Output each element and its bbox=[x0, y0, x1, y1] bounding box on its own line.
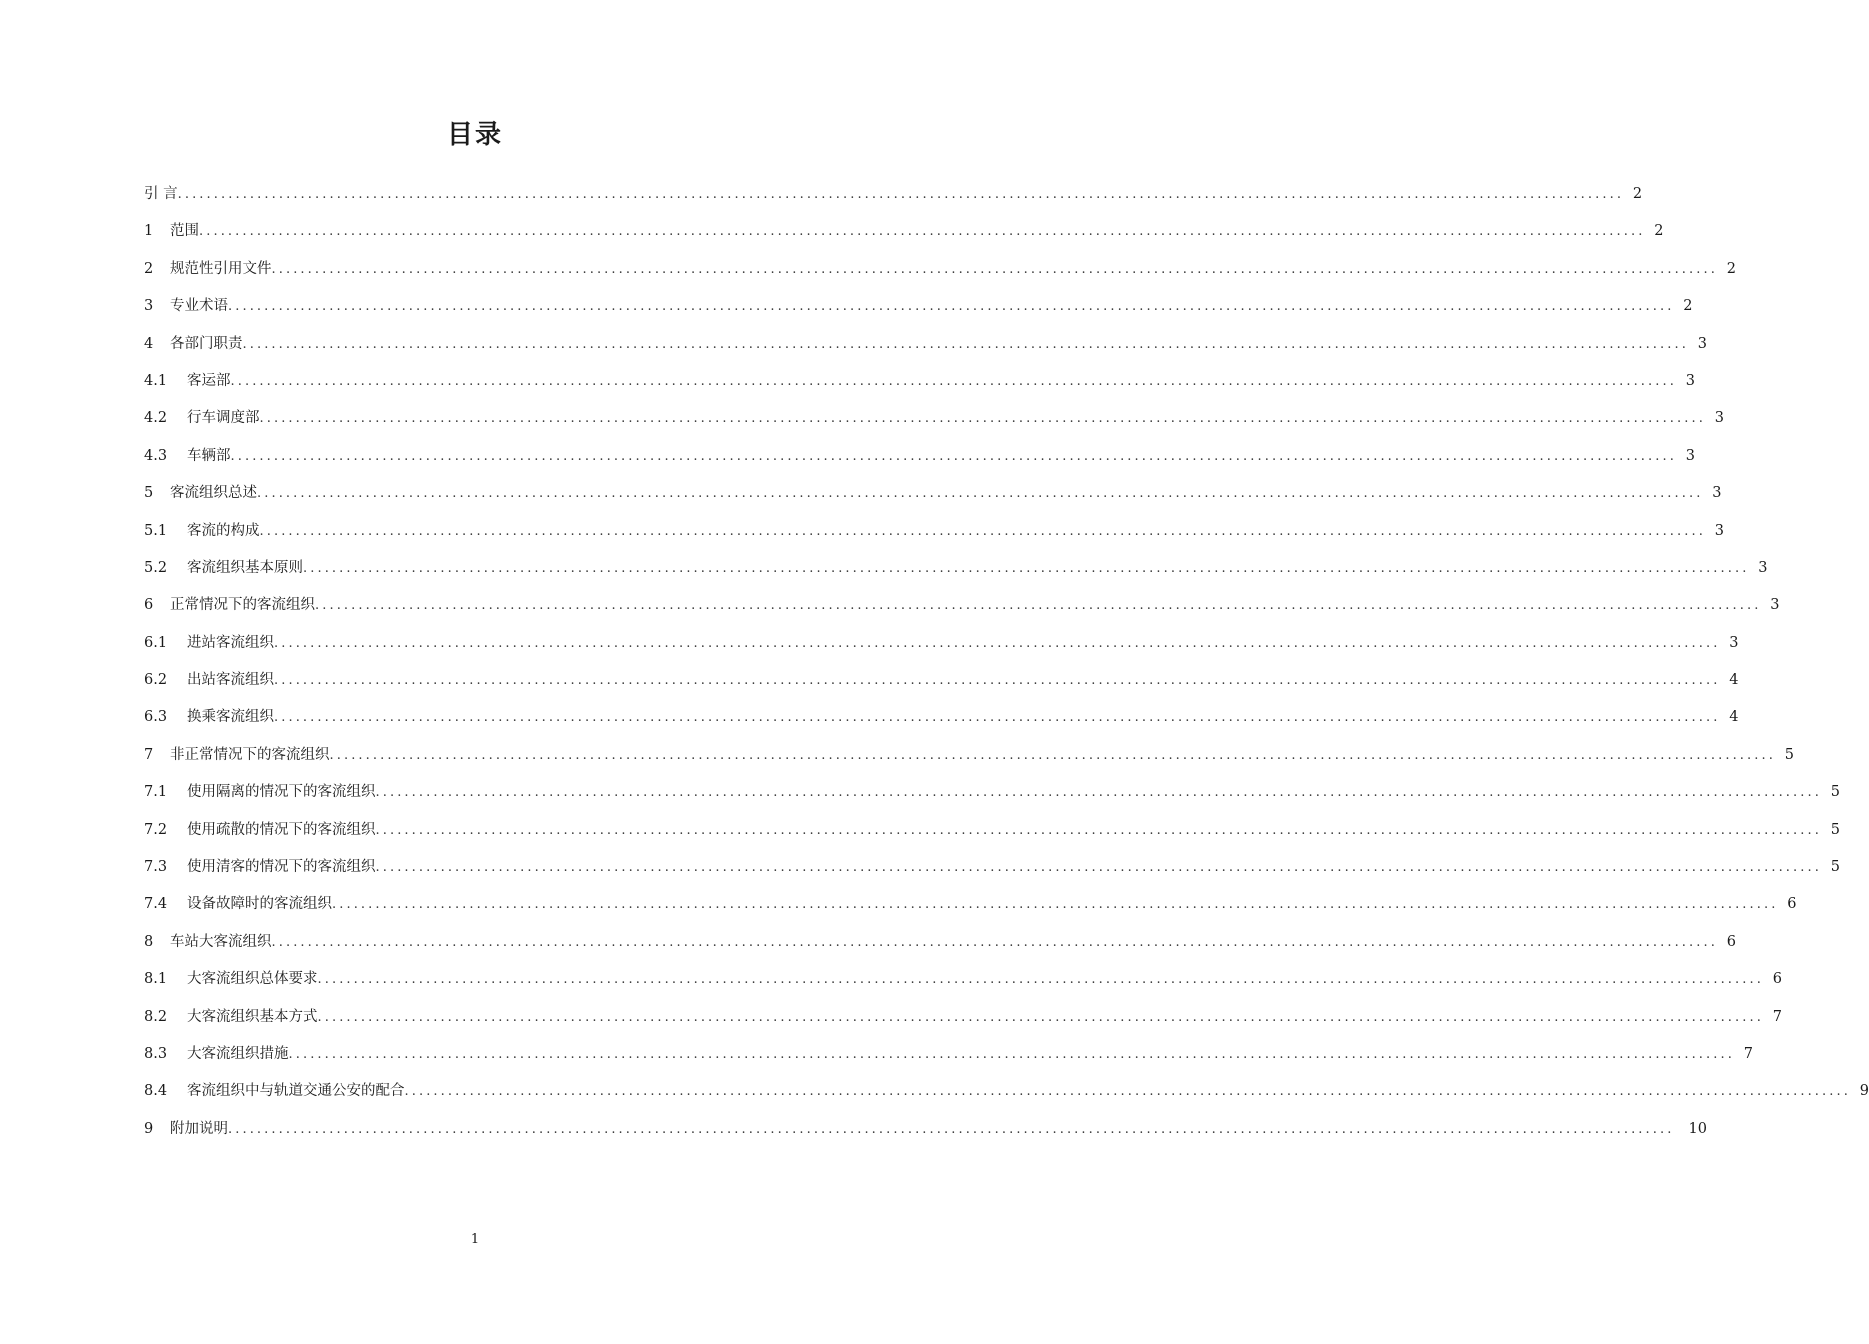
toc-leader-dots: ........................................................................................................................................................................................................ bbox=[375, 822, 1822, 838]
toc-entry-number: 5.2 bbox=[144, 559, 168, 576]
toc-leader-dots: ........................................................................................................................................................................................................ bbox=[274, 673, 1721, 689]
toc-entry-page: 9 bbox=[1859, 1083, 1869, 1100]
toc-entry[interactable] bbox=[144, 519, 1724, 556]
toc-entry[interactable] bbox=[144, 892, 1797, 929]
toc-entry-number: 7.4 bbox=[144, 896, 168, 913]
toc-entry-number: 7.2 bbox=[144, 821, 168, 838]
toc-entry[interactable] bbox=[144, 406, 1724, 443]
toc-entry-page: 2 bbox=[1632, 186, 1643, 202]
toc-entry-page: 3 bbox=[1697, 335, 1707, 352]
toc-entry-page: 4 bbox=[1729, 709, 1739, 726]
toc-entry[interactable] bbox=[144, 668, 1739, 705]
toc-entry-title: 附加说明 bbox=[170, 1120, 228, 1137]
toc-entry-page: 7 bbox=[1772, 1008, 1782, 1025]
toc-entry-number: 5.1 bbox=[144, 522, 168, 539]
toc-entry-title: 非正常情况下的客流组织 bbox=[170, 746, 330, 763]
toc-entry-page: 2 bbox=[1726, 260, 1736, 277]
toc-entry[interactable] bbox=[144, 1079, 1869, 1116]
toc-leader-dots: ........................................................................................................................................................................................................ bbox=[303, 560, 1750, 576]
toc-leader-dots: ........................................................................................................................................................................................................ bbox=[317, 972, 1764, 988]
toc-entry-number: 6.2 bbox=[144, 672, 168, 689]
toc-entry-page: 6 bbox=[1772, 971, 1782, 988]
toc-entry[interactable] bbox=[144, 182, 1643, 219]
toc-entry-number: 4.1 bbox=[144, 372, 168, 389]
toc-entry-title: 设备故障时的客流组织 bbox=[187, 896, 332, 913]
toc-entry[interactable] bbox=[144, 444, 1695, 481]
toc-entry-title: 使用清客的情况下的客流组织 bbox=[187, 859, 376, 876]
toc-entry-title: 客流的构成 bbox=[187, 522, 260, 539]
toc-entry-page: 5 bbox=[1830, 784, 1840, 801]
toc-entry-page: 10 bbox=[1688, 1120, 1707, 1137]
toc-entry-page: 7 bbox=[1743, 1045, 1753, 1062]
toc-leader-dots: ........................................................................................................................................................................................................ bbox=[271, 261, 1718, 277]
toc-entry-number: 4.3 bbox=[144, 447, 168, 464]
toc-entry-title: 使用隔离的情况下的客流组织 bbox=[187, 784, 376, 801]
toc-leader-dots: ........................................................................................................................................................................................................ bbox=[274, 710, 1721, 726]
toc-entry-number: 1 bbox=[144, 223, 154, 240]
toc-entry-number: 8.1 bbox=[144, 971, 168, 988]
toc-entry-number: 引 言 bbox=[144, 186, 178, 202]
table-of-contents bbox=[144, 182, 1869, 1154]
toc-entry[interactable] bbox=[144, 1005, 1782, 1042]
toc-entry-title: 车辆部 bbox=[187, 447, 231, 464]
toc-entry-title: 规范性引用文件 bbox=[170, 260, 272, 277]
toc-entry-title: 客流组织总述 bbox=[170, 485, 257, 502]
toc-entry-title: 客运部 bbox=[187, 372, 231, 389]
page-title: 目录 bbox=[446, 120, 503, 150]
toc-leader-dots: ........................................................................................................................................................................................................ bbox=[271, 934, 1718, 950]
toc-entry[interactable] bbox=[144, 855, 1840, 892]
toc-entry-title: 客流组织基本原则 bbox=[187, 559, 303, 576]
toc-entry-number: 6.1 bbox=[144, 634, 168, 651]
toc-entry-number: 8 bbox=[144, 933, 154, 950]
toc-entry[interactable] bbox=[144, 705, 1739, 742]
toc-entry-number: 8.4 bbox=[144, 1083, 168, 1100]
toc-entry-number: 6.3 bbox=[144, 709, 168, 726]
toc-entry-number: 7.1 bbox=[144, 784, 168, 801]
toc-leader-dots: ........................................................................................................................................................................................................ bbox=[257, 486, 1704, 502]
toc-leader-dots: ........................................................................................................................................................................................................ bbox=[230, 448, 1677, 464]
toc-leader-dots: ........................................................................................................................................................................................................ bbox=[329, 747, 1776, 763]
toc-entry-page: 5 bbox=[1830, 821, 1840, 838]
toc-entry-title: 大客流组织措施 bbox=[187, 1045, 289, 1062]
toc-entry-title: 使用疏散的情况下的客流组织 bbox=[187, 821, 376, 838]
toc-entry[interactable] bbox=[144, 219, 1664, 256]
toc-leader-dots: ........................................................................................................................................................................................................ bbox=[315, 598, 1762, 614]
toc-entry[interactable] bbox=[144, 369, 1695, 406]
toc-leader-dots: ........................................................................................................................................................................................................ bbox=[404, 1084, 1851, 1100]
toc-entry[interactable] bbox=[144, 556, 1768, 593]
toc-leader-dots: ........................................................................................................................................................................................................ bbox=[274, 635, 1721, 651]
toc-entry-page: 3 bbox=[1714, 522, 1724, 539]
toc-entry-title: 正常情况下的客流组织 bbox=[170, 597, 315, 614]
toc-entry-page: 3 bbox=[1714, 410, 1724, 427]
toc-entry-page: 3 bbox=[1712, 485, 1722, 502]
toc-entry-number: 6 bbox=[144, 597, 154, 614]
toc-entry-number: 9 bbox=[144, 1120, 154, 1137]
toc-entry-page: 3 bbox=[1685, 372, 1695, 389]
toc-entry[interactable] bbox=[144, 780, 1840, 817]
toc-entry-page: 3 bbox=[1685, 447, 1695, 464]
toc-entry-title: 出站客流组织 bbox=[187, 672, 274, 689]
toc-entry-page: 5 bbox=[1784, 746, 1794, 763]
toc-entry-number: 4.2 bbox=[144, 410, 168, 427]
toc-entry-title: 换乘客流组织 bbox=[187, 709, 274, 726]
toc-entry[interactable] bbox=[144, 294, 1693, 331]
toc-entry-title: 范围 bbox=[170, 223, 199, 240]
toc-entry-number: 7.3 bbox=[144, 859, 168, 876]
toc-entry-title: 大客流组织总体要求 bbox=[187, 971, 318, 988]
toc-leader-dots: ........................................................................................................................................................................................................ bbox=[288, 1046, 1735, 1062]
toc-entry[interactable] bbox=[144, 818, 1840, 855]
toc-entry-title: 行车调度部 bbox=[187, 410, 260, 427]
toc-entry[interactable] bbox=[144, 967, 1782, 1004]
toc-entry-number: 8.3 bbox=[144, 1045, 168, 1062]
page-number: 1 bbox=[470, 1232, 480, 1247]
toc-entry-title: 专业术语 bbox=[170, 298, 228, 315]
toc-leader-dots: ........................................................................................................................................................................................................ bbox=[228, 299, 1675, 315]
toc-entry-page: 2 bbox=[1683, 298, 1693, 315]
toc-entry-number: 4 bbox=[144, 335, 154, 352]
toc-entry[interactable] bbox=[144, 332, 1707, 369]
toc-leader-dots: ........................................................................................................................................................................................................ bbox=[259, 411, 1706, 427]
toc-entry[interactable] bbox=[144, 631, 1739, 668]
toc-entry-page: 3 bbox=[1770, 597, 1780, 614]
toc-entry-title: 大客流组织基本方式 bbox=[187, 1008, 318, 1025]
toc-entry[interactable] bbox=[144, 1117, 1707, 1154]
toc-leader-dots: ........................................................................................................................................................................................................ bbox=[332, 897, 1779, 913]
toc-leader-dots: ........................................................................................................................................................................................................ bbox=[317, 1009, 1764, 1025]
toc-entry-title: 各部门职责 bbox=[170, 335, 243, 352]
toc-entry[interactable] bbox=[144, 481, 1722, 518]
toc-leader-dots: ........................................................................................................................................................................................................ bbox=[228, 1121, 1675, 1137]
toc-leader-dots: ........................................................................................................................................................................................................ bbox=[375, 860, 1822, 876]
toc-entry[interactable] bbox=[144, 743, 1794, 780]
toc-entry-page: 6 bbox=[1726, 933, 1736, 950]
toc-leader-dots: ........................................................................................................................................................................................................ bbox=[242, 336, 1689, 352]
toc-entry-page: 6 bbox=[1787, 896, 1797, 913]
toc-leader-dots: ........................................................................................................................................................................................................ bbox=[199, 224, 1646, 240]
toc-entry-number: 2 bbox=[144, 260, 154, 277]
toc-entry-page: 2 bbox=[1654, 223, 1664, 240]
toc-entry-page: 4 bbox=[1729, 672, 1739, 689]
toc-leader-dots: ........................................................................................................................................................................................................ bbox=[375, 785, 1822, 801]
toc-entry-number: 7 bbox=[144, 746, 154, 763]
toc-entry-page: 3 bbox=[1729, 634, 1739, 651]
toc-entry-number: 3 bbox=[144, 298, 154, 315]
toc-entry-page: 5 bbox=[1830, 859, 1840, 876]
toc-entry[interactable] bbox=[144, 593, 1780, 630]
toc-entry[interactable] bbox=[144, 1042, 1753, 1079]
toc-leader-dots: ........................................................................................................................................................................................................ bbox=[177, 187, 1625, 202]
toc-entry[interactable] bbox=[144, 930, 1736, 967]
toc-entry-title: 进站客流组织 bbox=[187, 634, 274, 651]
toc-leader-dots: ........................................................................................................................................................................................................ bbox=[259, 523, 1706, 539]
toc-entry-title: 车站大客流组织 bbox=[170, 933, 272, 950]
toc-entry-number: 5 bbox=[144, 485, 154, 502]
toc-entry-page: 3 bbox=[1758, 559, 1768, 576]
toc-entry[interactable] bbox=[144, 257, 1736, 294]
toc-entry-number: 8.2 bbox=[144, 1008, 168, 1025]
toc-leader-dots: ........................................................................................................................................................................................................ bbox=[230, 373, 1677, 389]
toc-entry-title: 客流组织中与轨道交通公安的配合 bbox=[187, 1083, 405, 1100]
